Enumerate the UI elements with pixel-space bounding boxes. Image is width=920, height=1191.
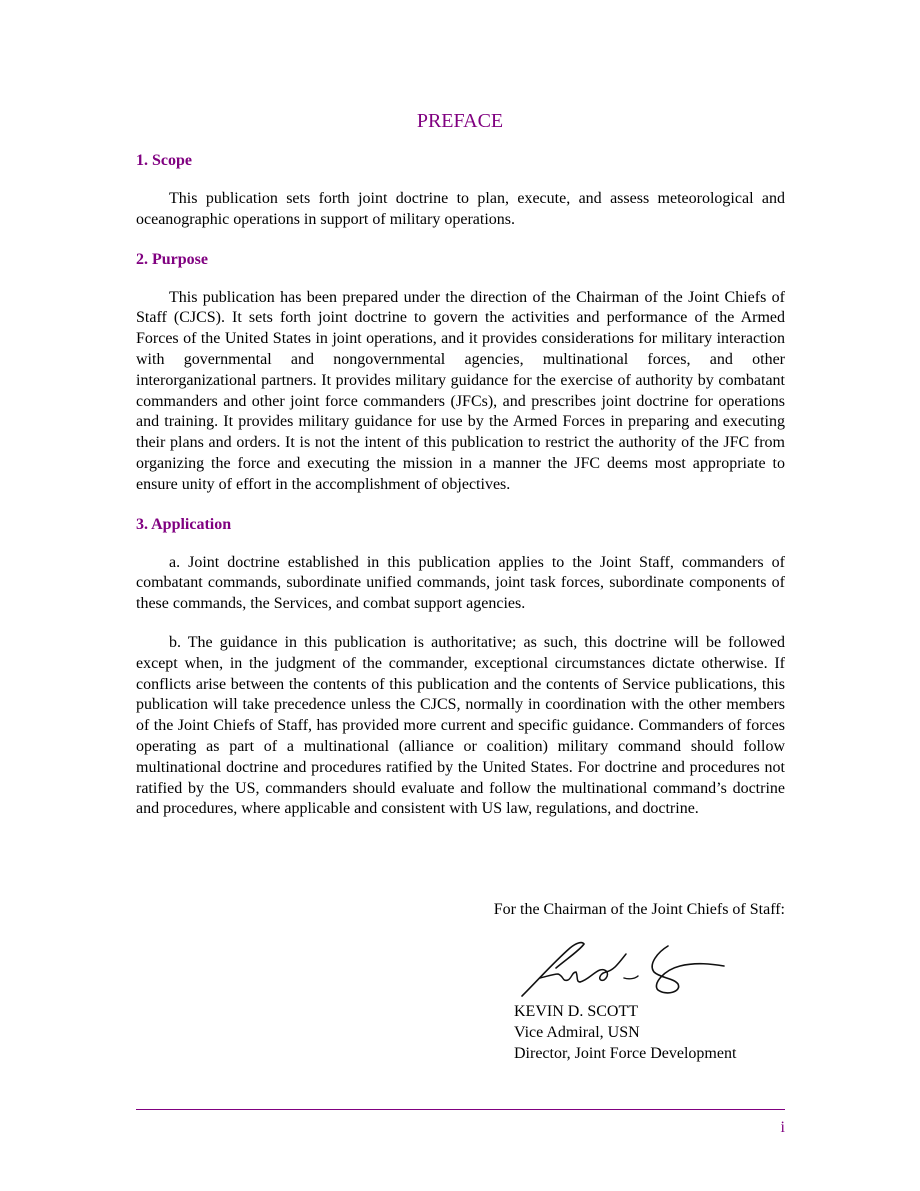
- signature-block: [514, 1001, 736, 1064]
- signatory-rank: Vice Admiral, USN: [514, 1024, 640, 1041]
- footer-divider: [136, 1109, 785, 1110]
- signoff-line: For the Chairman of the Joint Chiefs of Staff:: [493, 901, 785, 918]
- section-application: [136, 514, 785, 821]
- page-title: PREFACE: [416, 110, 504, 132]
- paragraph-purpose: This publication has been prepared under the direction of the Chairman of the Joint Chiefs of Staff (CJCS). It sets forth joint doctrine to govern the activities and performance of the Armed Forces of the United States in joint operations, and it provides considerations for military interaction with governmental and nongovernmental agencies, multinational forces, and other interorganizational partners. It provides military guidance for the exercise of authority by combatant commanders and other joint force commanders (JFCs), and prescribes joint doctrine for operations and training. It provides military guidance for use by the Armed Forces in preparing and executing their plans and orders. It is not the intent of this publication to restrict the authority of the JFC from organizing the force and executing the mission in a manner the JFC deems most appropriate to ensure unity of effort in the accomplishment of objectives.: [136, 288, 785, 493]
- paragraph-application-b: b. The guidance in this publication is authoritative; as such, this doctrine will be followed except when, in the judgment of the commander, exceptional circumstances dictate otherwise. If conflicts arise between the contents of this publication and the contents of Service publications, this publication will take precedence unless the CJCS, normally in coordination with the other members of the Joint Chiefs of Staff, has provided more current and specific guidance. Commanders of forces operating as part of a multinational (alliance or coalition) military command should follow multinational doctrine and procedures ratified by the United States. For doctrine and procedures not ratified by the US, commanders should evaluate and follow the multinational command’s doctrine and procedures, where applicable and consistent with US law, regulations, and doctrine.: [136, 633, 785, 818]
- page-number: i: [780, 1119, 785, 1136]
- paragraph-application-a: a. Joint doctrine established in this publication applies to the Joint Staff, commanders of combatant commands, subordinate unified commands, joint task forces, subordinate components of these commands, the Services, and combat support agencies.: [136, 553, 785, 613]
- section-scope: [136, 150, 785, 231]
- section-heading-application: 3. Application: [136, 515, 232, 533]
- section-purpose: [136, 249, 785, 496]
- paragraph-scope: This publication sets forth joint doctrine to plan, execute, and assess meteorological and oceanographic operations in support of military operations.: [136, 190, 785, 228]
- document-body: [136, 150, 785, 838]
- signatory-position: Director, Joint Force Development: [514, 1045, 737, 1062]
- signatory-name: KEVIN D. SCOTT: [514, 1003, 638, 1020]
- section-heading-purpose: 2. Purpose: [136, 250, 208, 268]
- handwritten-signature: [518, 938, 728, 1000]
- section-heading-scope: 1. Scope: [136, 152, 192, 169]
